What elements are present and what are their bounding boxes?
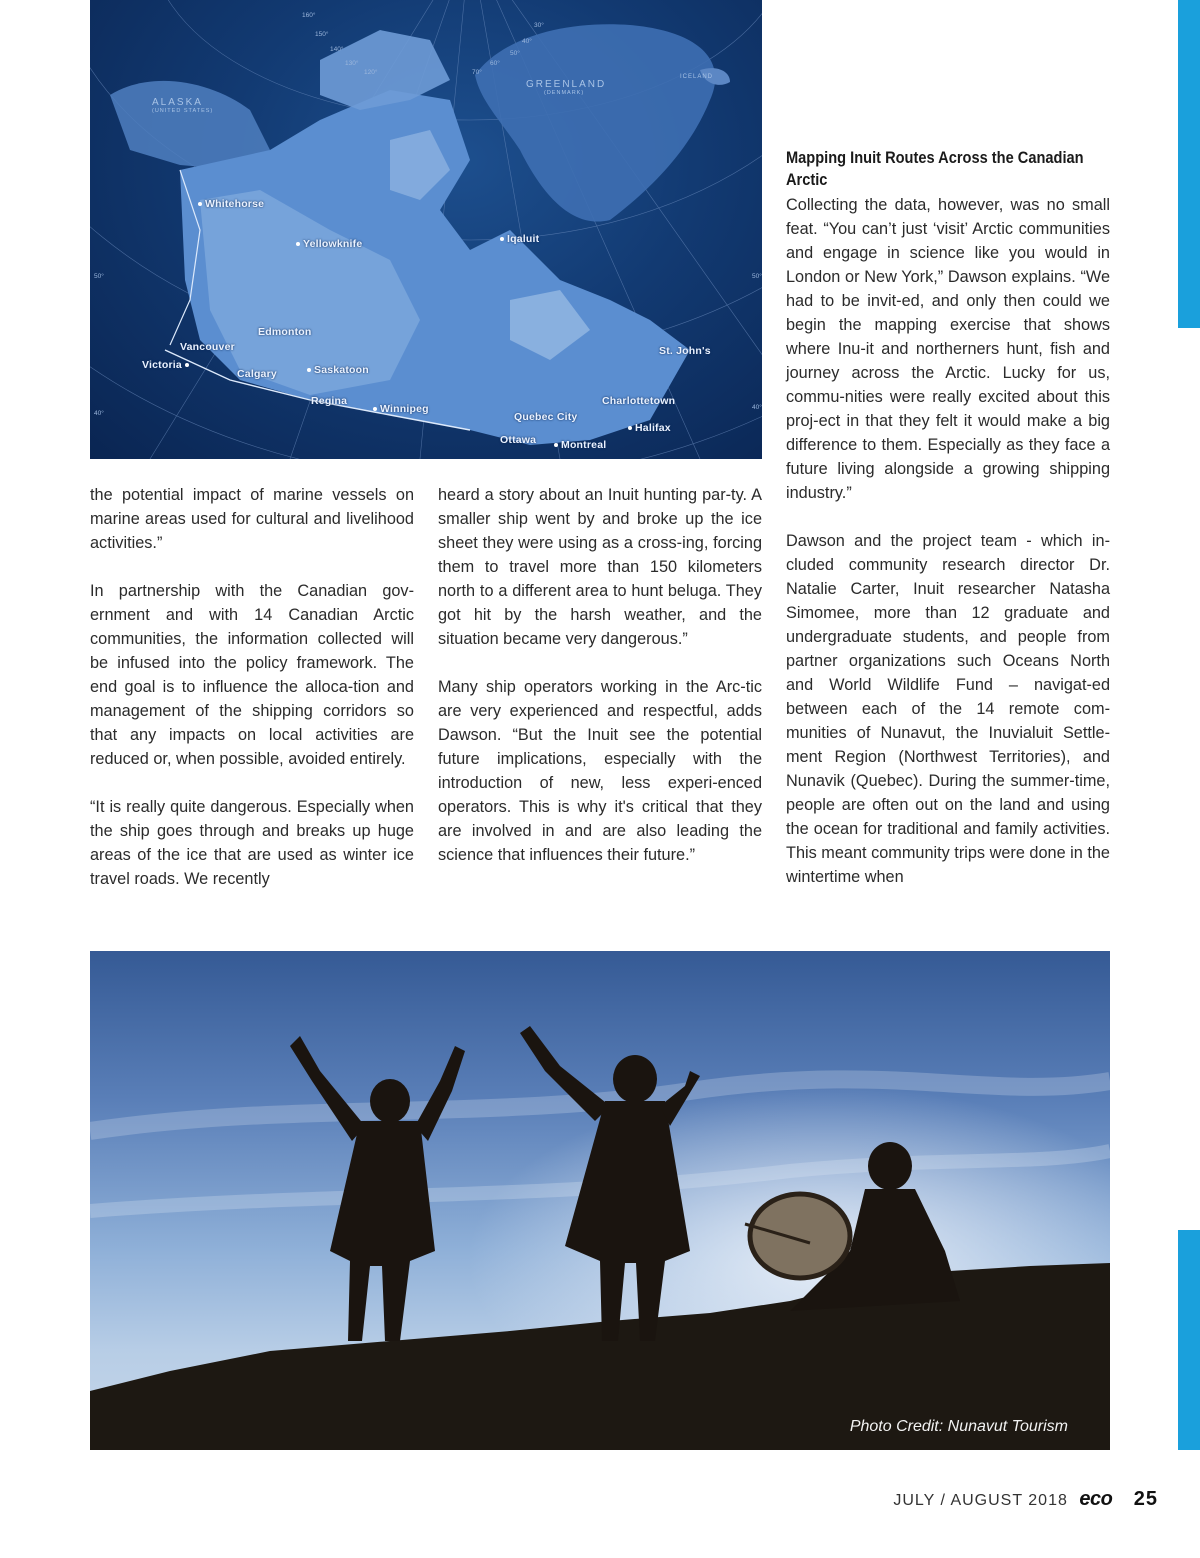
- map-city-yellowknife: [296, 238, 362, 250]
- graticule-label: 130°: [345, 60, 359, 67]
- magazine-logo: eco: [1079, 1488, 1113, 1510]
- city-label: Halifax: [635, 422, 671, 434]
- article-paragraph: In partnership with the Canadian gov-ernment and with 14 Canadian Arctic communities, the information collected will be infused into the policy framework. The end goal is to influence the alloca-tion and management of the shipping corridors so that any impacts on local activities are reduced or, when possible, avoided entirely.: [90, 582, 414, 768]
- article-paragraph: heard a story about an Inuit hunting par-ty. A smaller ship went by and broke up the ice sheet they were using as a cross-ing, forcing them to travel more than 150 kilometers north to a different area to hunt beluga. They got hit by the harsh weather, and the situation became very dangerous.”: [438, 486, 762, 648]
- article-paragraph: Collecting the data, however, was no small feat. “You can’t just ‘visit’ Arctic communities and engage in science like you would in London or New York,” Dawson explains. “We had to be invit-ed, and only then could we begin the mapping exercise that shows where Inu-it and northerners hunt, fish and journey across the Arctic. Lucky for us, commu-nities were really excited about this proj-ect in that they felt it would make a big difference to them. Especially as they face a future living alongside a growing shipping industry.”: [786, 196, 1110, 502]
- map-city-edmonton: [258, 326, 312, 338]
- city-label: Calgary: [237, 368, 277, 380]
- city-label: Victoria: [142, 359, 182, 371]
- map-city-winnipeg: [373, 403, 429, 415]
- city-dot-icon: [296, 242, 300, 246]
- graticule-label: 30°: [534, 22, 544, 29]
- inuit-dancers-photo: [90, 951, 1110, 1450]
- city-dot-icon: [628, 426, 632, 430]
- issue-date: JULY / AUGUST 2018: [893, 1492, 1068, 1509]
- canada-map: [90, 0, 762, 459]
- map-city-regina: [311, 395, 347, 407]
- map-city-saskatoon: [307, 364, 369, 376]
- article-paragraph: the potential impact of marine vessels on marine areas used for cultural and livelihood activities.”: [90, 486, 414, 552]
- article-paragraph: “It is really quite dangerous. Especially when the ship goes through and breaks up huge areas of the ice that are used as winter ice travel roads. We recently: [90, 798, 414, 888]
- region-label: ALASKA: [152, 97, 203, 108]
- city-label: Vancouver: [180, 341, 235, 353]
- city-dot-icon: [373, 407, 377, 411]
- map-region-greenland: [526, 79, 606, 96]
- city-label: Charlottetown: [602, 395, 676, 407]
- city-label: Winnipeg: [380, 403, 429, 415]
- graticule-label: 40°: [522, 38, 532, 45]
- map-city-charlottetown: [602, 395, 675, 407]
- city-label: Quebec City: [514, 411, 578, 423]
- graticule-label: 150°: [315, 31, 329, 38]
- city-dot-icon: [185, 363, 189, 367]
- city-dot-icon: [307, 368, 311, 372]
- article-column-1: [90, 483, 414, 891]
- graticule-label: 40°: [94, 410, 104, 417]
- map-city-ottawa: [500, 434, 536, 446]
- city-dot-icon: [554, 443, 558, 447]
- map-city-quebec-city: [514, 411, 577, 423]
- graticule-label: 50°: [752, 273, 762, 280]
- side-accent-tab-bottom: [1178, 1230, 1200, 1450]
- region-sublabel: (UNITED STATES): [152, 108, 214, 114]
- map-city-iqaluit: [500, 233, 539, 245]
- map-city-halifax: [628, 422, 671, 434]
- section-heading: Mapping Inuit Routes Across the Canadian Arctic: [786, 148, 1084, 189]
- graticule-label: 160°: [302, 12, 316, 19]
- page-number: 25: [1133, 1488, 1158, 1510]
- city-label: St. John's: [659, 345, 711, 357]
- graticule-label: 50°: [94, 273, 104, 280]
- map-city-vancouver: [180, 341, 235, 353]
- map-graphic: [90, 0, 762, 459]
- page-footer: [893, 1488, 1158, 1511]
- city-label: Yellowknife: [303, 238, 363, 250]
- map-city-montreal: [554, 439, 606, 451]
- graticule-label: 60°: [490, 60, 500, 67]
- map-region-iceland: ICELAND: [680, 74, 714, 80]
- city-label: Whitehorse: [205, 198, 265, 210]
- graticule-label: 70°: [472, 69, 482, 76]
- graticule-label: 50°: [510, 50, 520, 57]
- map-region-alaska: [152, 97, 213, 114]
- city-label: Ottawa: [500, 434, 537, 446]
- map-city-victoria: [142, 359, 192, 371]
- map-city-whitehorse: [198, 198, 264, 210]
- city-dot-icon: [500, 237, 504, 241]
- article-paragraph: Dawson and the project team - which in-cluded community research director Dr. Natalie Carter, Inuit researcher Natasha Simomee, more than 12 graduate and undergraduate students, and people from partner organizations such Oceans North and World Wildlife Fund – navigat-ed between each of the 14 remote com-munities of Nunavut, the Inuvialuit Settle-ment Region (Northwest Territories), and Nunavik (Quebec). During the summer-time, people are often out on the land and using the ocean for traditional and family activities. This meant community trips were done in the wintertime when: [786, 532, 1110, 886]
- graticule-label: 140°: [330, 46, 344, 53]
- map-city-calgary: [237, 368, 277, 380]
- city-label: Iqaluit: [507, 233, 540, 245]
- article-column-2: [438, 483, 762, 867]
- region-sublabel: (DENMARK): [544, 90, 585, 96]
- article-paragraph: Many ship operators working in the Arc-tic are very experienced and respectful, adds Dawson. “But the Inuit see the potential future implications, especially with the introduction of new, less experi-enced operators. This is why it's critical that they are involved in and are also leading the science that influences their future.”: [438, 678, 762, 864]
- silhouette-graphic: [90, 951, 1110, 1450]
- city-dot-icon: [198, 202, 202, 206]
- graticule-label: 40°: [752, 404, 762, 411]
- photo-credit: Photo Credit: Nunavut Tourism: [849, 1418, 1068, 1435]
- city-label: Regina: [311, 395, 348, 407]
- article-column-3: [786, 147, 1110, 889]
- region-label: GREENLAND: [526, 79, 607, 90]
- city-label: Edmonton: [258, 326, 312, 338]
- map-city-st-johns: [659, 345, 711, 357]
- graticule-label: 120°: [364, 69, 378, 76]
- city-label: Saskatoon: [314, 364, 369, 376]
- city-label: Montreal: [561, 439, 607, 451]
- side-accent-tab-top: [1178, 0, 1200, 328]
